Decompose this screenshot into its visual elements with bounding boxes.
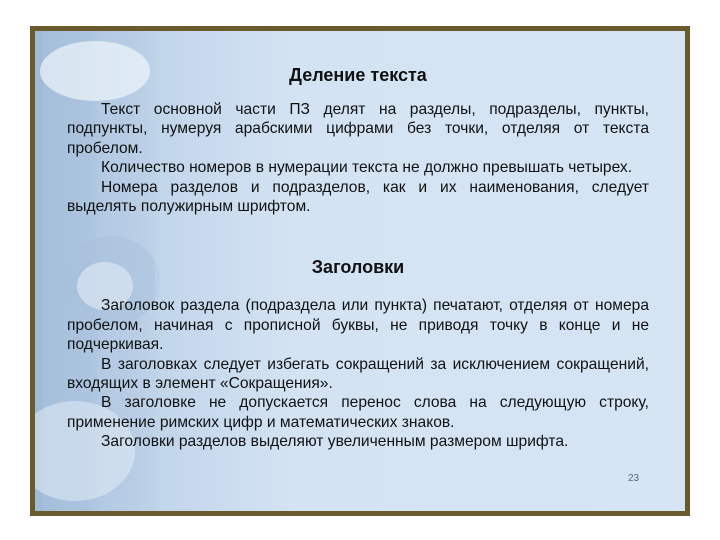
paragraph: Номера разделов и подразделов, как и их наименования, следует выделять полужирным шрифтом. xyxy=(67,178,649,216)
paragraph: Текст основной части ПЗ делят на разделы, подразделы, пункты, подпункты, нумеруя арабскими цифрами без точки, отделяя от текста пробелом. xyxy=(67,101,649,157)
paragraph: Заголовок раздела (подраздела или пункта) печатают, отделяя от номера пробелом, начиная с прописной буквы, не приводя точку в конце и не подчеркивая. xyxy=(67,297,649,354)
heading-headings: Заголовки xyxy=(311,257,405,278)
paragraph: Заголовки разделов выделяют увеличенным размером шрифта. xyxy=(101,433,569,451)
slide-frame xyxy=(30,26,690,516)
heading-text-division: Деление текста xyxy=(289,65,427,85)
slide-content xyxy=(67,64,649,452)
paragraph: В заголовках следует избегать сокращений за исключением сокращений, входящих в элемент «Сокращения». xyxy=(67,355,649,393)
paragraph: В заголовке не допускается перенос слова на следующую строку, применение римских цифр и математических знаков. xyxy=(67,394,649,431)
paragraph: Количество номеров в нумерации текста не должно превышать четырех. xyxy=(101,159,633,177)
slide-number: 23 xyxy=(628,473,640,484)
